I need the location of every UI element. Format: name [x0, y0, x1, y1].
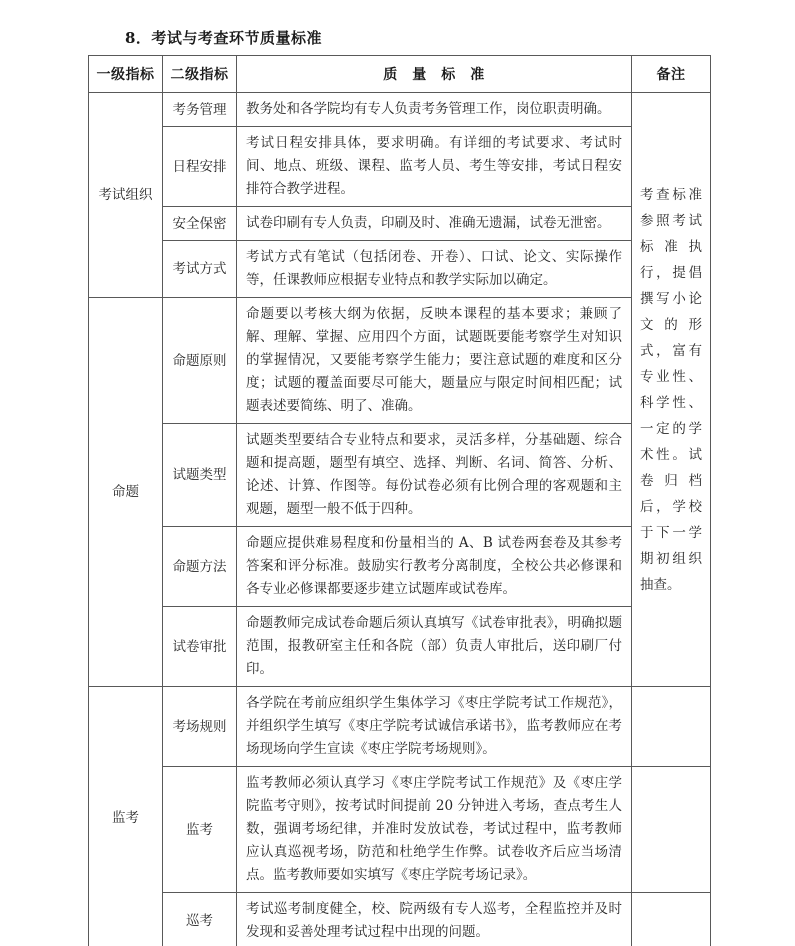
standard-cell: 考试方式有笔试（包括闭卷、开卷）、口试、论文、实际操作等，任课教师应根据专业特点和教学实际加以确定。	[237, 241, 632, 298]
table-row	[89, 767, 711, 893]
table-row	[89, 207, 711, 241]
table-row	[89, 241, 711, 298]
table-row	[89, 127, 711, 207]
table-row	[89, 687, 711, 767]
level1-cell-proposition: 命题	[89, 298, 163, 687]
table-row	[89, 527, 711, 607]
standard-cell: 试题类型要结合专业特点和要求，灵活多样，分基础题、综合题和提高题，题型有填空、选择、判断、名词、简答、分析、论述、计算、作图等。每份试卷必须有比例合理的客观题和主观题，题型一般不低于四种。	[237, 424, 632, 527]
level2-cell: 考务管理	[163, 93, 237, 127]
remark-cell-empty	[632, 687, 711, 767]
level2-cell: 命题原则	[163, 298, 237, 424]
remark-cell-merged: 考查标准参照考试标准执行，提倡撰写小论文的形式，富有专业性、科学性、一定的学术性。试卷归档后，学校于下一学期初组织抽查。	[632, 93, 711, 687]
column-header-remark: 备注	[632, 56, 711, 93]
column-header-level2: 二级指标	[163, 56, 237, 93]
standard-cell: 教务处和各学院均有专人负责考务管理工作，岗位职责明确。	[237, 93, 632, 127]
level2-cell: 试卷审批	[163, 607, 237, 687]
level1-cell-invigilation: 监考	[89, 687, 163, 946]
remark-cell-empty	[632, 893, 711, 946]
standard-cell: 考试日程安排具体，要求明确。有详细的考试要求、考试时间、地点、班级、课程、监考人员、考生等安排，考试日程安排符合教学进程。	[237, 127, 632, 207]
level2-cell: 考场规则	[163, 687, 237, 767]
level2-cell: 巡考	[163, 893, 237, 946]
table-row	[89, 893, 711, 946]
remark-cell-empty	[632, 767, 711, 893]
level2-cell: 考试方式	[163, 241, 237, 298]
standard-cell: 监考教师必须认真学习《枣庄学院考试工作规范》及《枣庄学院监考守则》，按考试时间提前 20 分钟进入考场，查点考生人数，强调考场纪律，并准时发放试卷，考试过程中，监考教师应认真巡视考场，防范和杜绝学生作弊。试卷收齐后应当场清点。监考教师要如实填写《枣庄学院考场记录》。	[237, 767, 632, 893]
standard-cell: 命题要以考核大纲为依据，反映本课程的基本要求；兼顾了解、理解、掌握、应用四个方面，试题既要能考察学生对知识的掌握情况，又要能考察学生能力；要注意试题的难度和区分度；试题的覆盖面要尽可能大，题量应与限定时间相匹配；试题表述要简练、明了、准确。	[237, 298, 632, 424]
level2-cell: 命题方法	[163, 527, 237, 607]
level1-cell-exam-organization: 考试组织	[89, 93, 163, 298]
level2-cell: 试题类型	[163, 424, 237, 527]
level2-cell: 监考	[163, 767, 237, 893]
standard-cell: 命题教师完成试卷命题后须认真填写《试卷审批表》，明确拟题范围，报教研室主任和各院（部）负责人审批后，送印刷厂付印。	[237, 607, 632, 687]
standard-cell: 命题应提供难易程度和份量相当的 A、B 试卷两套卷及其参考答案和评分标准。鼓励实行教考分离制度，全校公共必修课和各专业必修课都要逐步建立试题库或试卷库。	[237, 527, 632, 607]
standard-cell: 考试巡考制度健全，校、院两级有专人巡考，全程监控并及时发现和妥善处理考试过程中出现的问题。	[237, 893, 632, 946]
standard-cell: 各学院在考前应组织学生集体学习《枣庄学院考试工作规范》，并组织学生填写《枣庄学院考试诚信承诺书》，监考教师应在考场现场向学生宣读《枣庄学院考场规则》。	[237, 687, 632, 767]
column-header-level1: 一级指标	[89, 56, 163, 93]
column-header-standard: 质 量 标 准	[237, 56, 632, 93]
table-row	[89, 607, 711, 687]
table-row	[89, 298, 711, 424]
quality-standards-table	[88, 55, 711, 946]
standard-cell: 试卷印刷有专人负责，印刷及时、准确无遗漏，试卷无泄密。	[237, 207, 632, 241]
level2-cell: 安全保密	[163, 207, 237, 241]
page-title: 8．考试与考查环节质量标准	[125, 29, 322, 47]
table-header-row	[89, 56, 711, 93]
table-row	[89, 93, 711, 127]
level2-cell: 日程安排	[163, 127, 237, 207]
table-row	[89, 424, 711, 527]
